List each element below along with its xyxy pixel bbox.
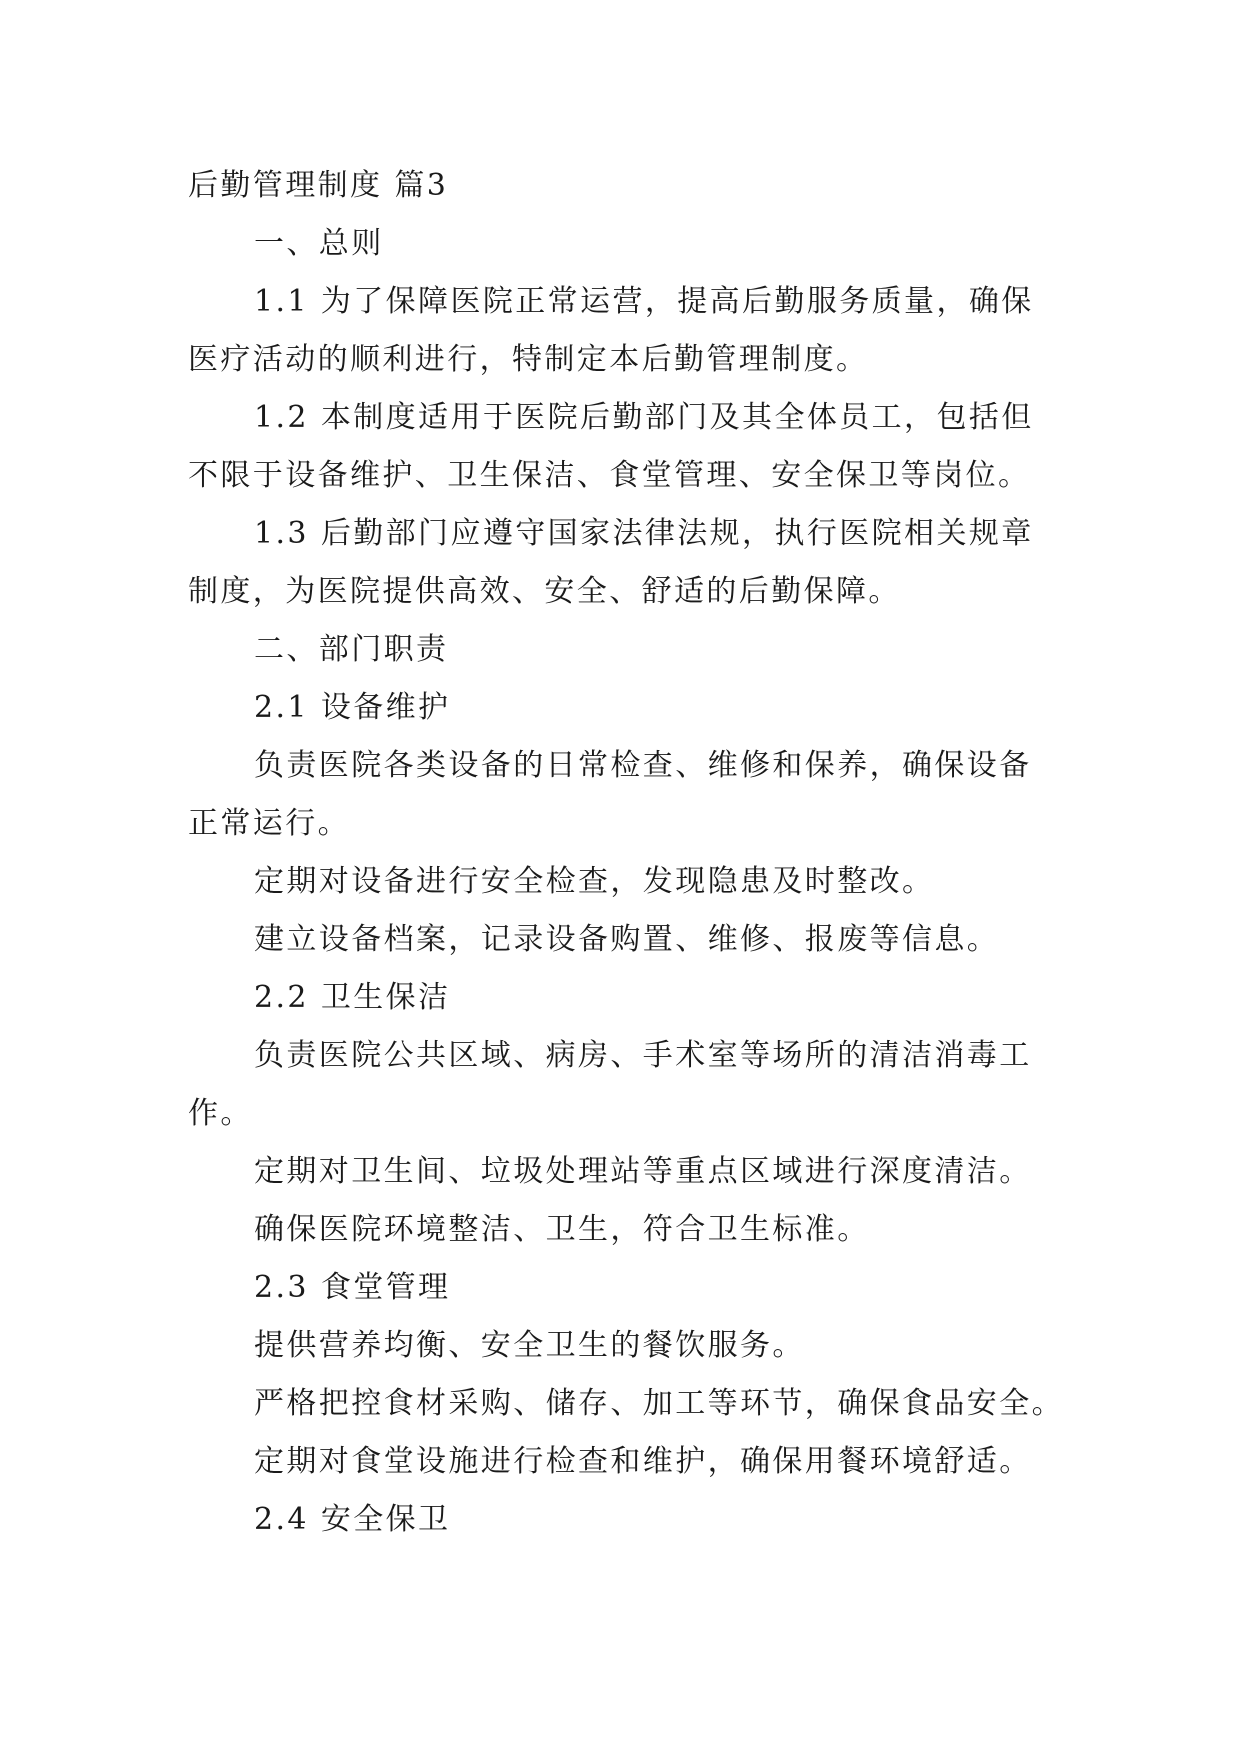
subsection-heading: 2.2 卫生保洁: [254, 980, 451, 1015]
paragraph-line: 1.2 本制度适用于医院后勤部门及其全体员工，包括但: [254, 400, 1034, 435]
paragraph-line: 1.3 后勤部门应遵守国家法律法规，执行医院相关规章: [254, 516, 1034, 551]
document-title: 后勤管理制度 篇3: [188, 168, 449, 203]
paragraph-line: 确保医院环境整洁、卫生，符合卫生标准。: [254, 1212, 870, 1247]
paragraph-line: 1.1 为了保障医院正常运营，提高后勤服务质量，确保: [254, 284, 1034, 319]
paragraph-line: 作。: [188, 1096, 253, 1131]
paragraph-line: 负责医院各类设备的日常检查、维修和保养，确保设备: [254, 748, 1032, 783]
paragraph-line: 定期对设备进行安全检查，发现隐患及时整改。: [254, 864, 935, 899]
paragraph-line: 负责医院公共区域、病房、手术室等场所的清洁消毒工: [254, 1038, 1032, 1073]
paragraph-line: 提供营养均衡、安全卫生的餐饮服务。: [254, 1328, 805, 1363]
section-heading-duties: 二、部门职责: [254, 632, 449, 667]
subsection-heading: 2.3 食堂管理: [254, 1270, 451, 1305]
paragraph-line: 医疗活动的顺利进行，特制定本后勤管理制度。: [188, 342, 869, 377]
paragraph-line: 严格把控食材采购、储存、加工等环节，确保食品安全。: [254, 1386, 1064, 1421]
section-heading-general: 一、总则: [254, 226, 384, 261]
paragraph-line: 建立设备档案，记录设备购置、维修、报废等信息。: [254, 922, 1000, 957]
paragraph-line: 正常运行。: [188, 806, 350, 841]
paragraph-line: 定期对食堂设施进行检查和维护，确保用餐环境舒适。: [254, 1444, 1032, 1479]
subsection-heading: 2.1 设备维护: [254, 690, 451, 725]
paragraph-line: 制度，为医院提供高效、安全、舒适的后勤保障。: [188, 574, 901, 609]
subsection-heading: 2.4 安全保卫: [254, 1502, 451, 1537]
paragraph-line: 定期对卫生间、垃圾处理站等重点区域进行深度清洁。: [254, 1154, 1032, 1189]
paragraph-line: 不限于设备维护、卫生保洁、食堂管理、安全保卫等岗位。: [188, 458, 1031, 493]
